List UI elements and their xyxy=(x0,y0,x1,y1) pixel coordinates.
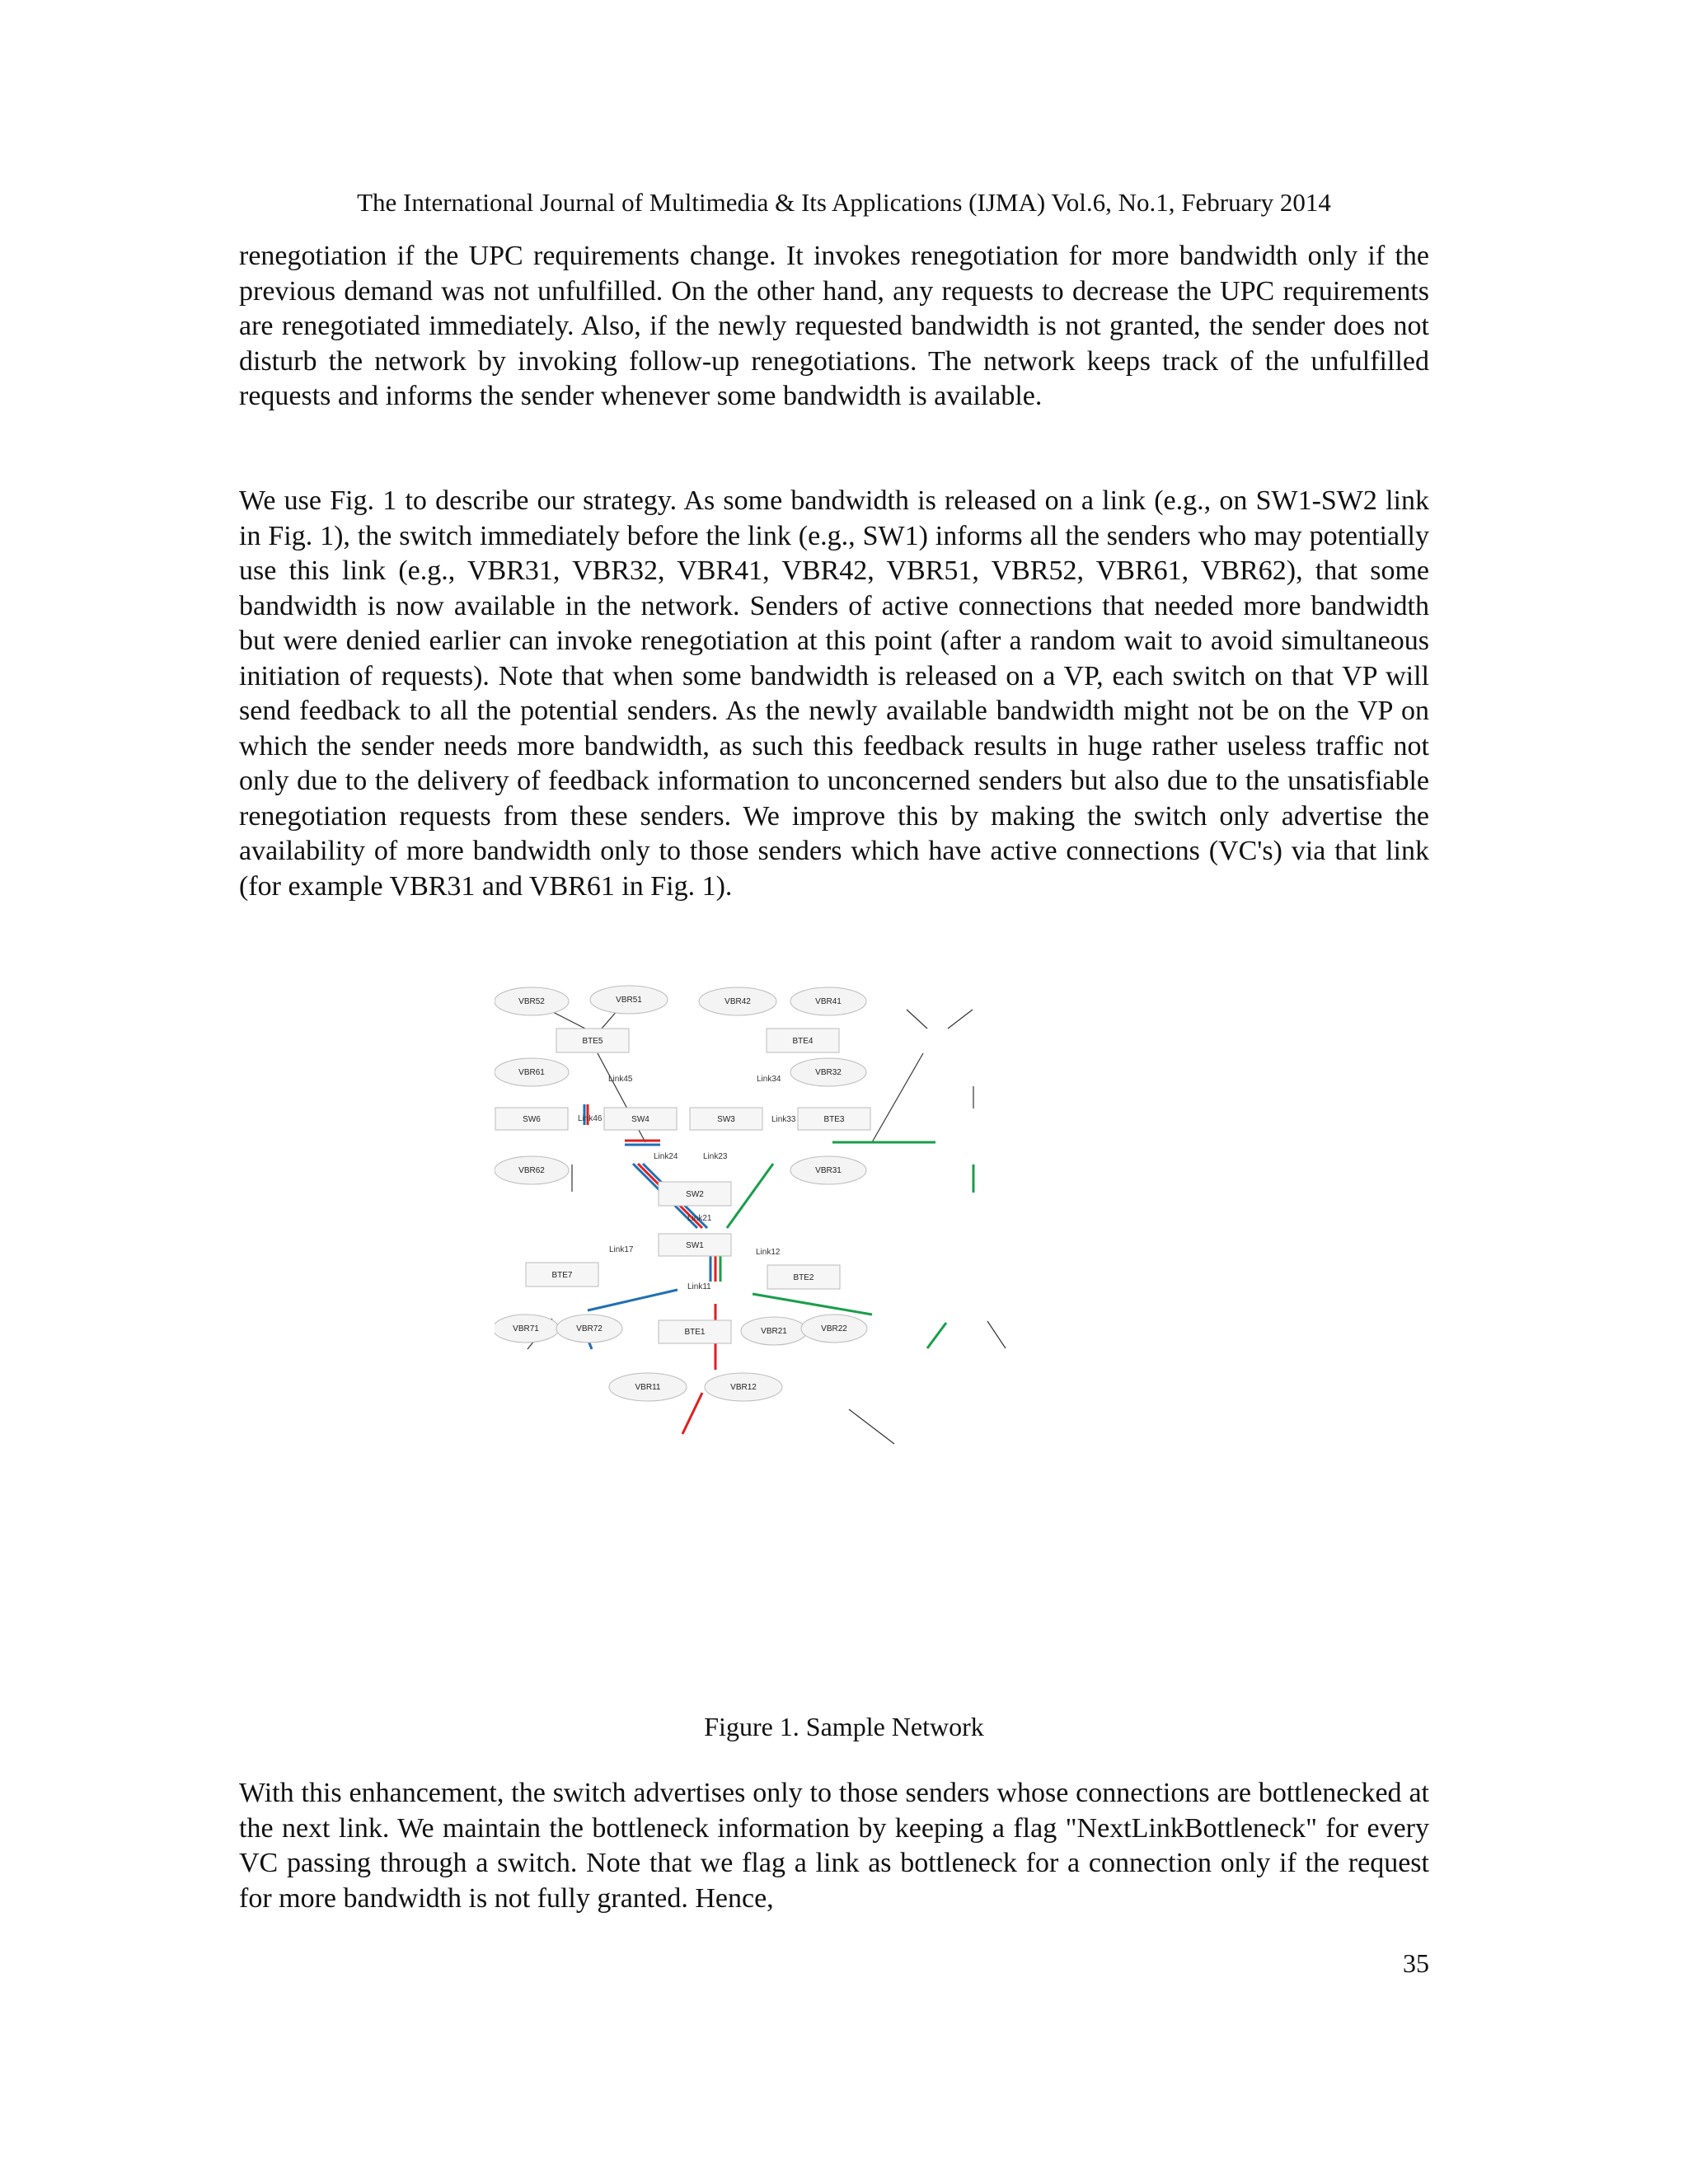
vbr12-label: VBR12 xyxy=(730,1383,757,1392)
sw4-label: SW4 xyxy=(631,1115,649,1124)
sw6-label: SW6 xyxy=(523,1115,541,1124)
link23-label: Link23 xyxy=(703,1152,728,1161)
link24-label: Link24 xyxy=(654,1152,678,1161)
network-diagram xyxy=(495,956,1170,1681)
link33-label: Link33 xyxy=(771,1115,796,1124)
bte1-label: BTE1 xyxy=(684,1328,706,1337)
vbr61-label: VBR61 xyxy=(518,1068,545,1077)
vbr52-label: VBR52 xyxy=(518,997,545,1006)
vbr21-label: VBR21 xyxy=(761,1327,787,1336)
bte5-label: BTE5 xyxy=(582,1037,603,1046)
vbr51-label: VBR51 xyxy=(616,996,642,1005)
vbr62-label: VBR62 xyxy=(518,1166,545,1175)
edge-bte4-sw3 xyxy=(872,1053,923,1142)
link45-label: Link45 xyxy=(608,1075,633,1084)
vbr32-label: VBR32 xyxy=(815,1068,842,1077)
bte4-label: BTE4 xyxy=(792,1037,814,1046)
vbr22-label: VBR22 xyxy=(821,1324,847,1333)
edge-bte1-vbr12 xyxy=(849,1409,894,1444)
edge-bte2-vbr22 xyxy=(987,1321,1006,1348)
sw3-label: SW3 xyxy=(717,1115,735,1124)
edge-vbr41-bte4 xyxy=(948,1010,973,1029)
figure-caption: Figure 1. Sample Network xyxy=(704,1712,984,1741)
vbr11-label: VBR11 xyxy=(635,1383,661,1392)
link12-label: Link12 xyxy=(756,1248,781,1257)
page-number: 35 xyxy=(1403,1948,1429,1978)
link46-label: Link46 xyxy=(578,1114,603,1123)
edge-vbr42-bte4 xyxy=(907,1010,927,1029)
paragraph-2: We use Fig. 1 to describe our strategy. As some bandwidth is released on a link (e.g., on SW1-SW2 link in Fig. 1), the switch immediately before the link (e.g., SW1) informs all the senders who may potentially use this link (e.g., VBR31, VBR32, VBR41, VBR42, VBR51, VBR52, VBR61, VBR62), that some bandwidth is now available in the network. Senders of active connections that needed more bandwidth but were denied earlier can invoke renegotiation at this point (after a random wait to avoid simultaneous initiation of requests). Note that when some bandwidth is released on a VP, each switch on that VP will send feedback to all the potential senders. As the newly available bandwidth might not be on the VP on which the sender needs more bandwidth, as such this feedback results in huge rather useless traffic not only due to the delivery of feedback information to unconcerned senders but also due to the unsatisfiable renegotiation requests from these senders. We improve this by making the switch only advertise the availability of more bandwidth only to those senders which have active connections (VC's) via that link (for example VBR31 and VBR61 in Fig. 1). xyxy=(239,485,1429,902)
link34-label: Link34 xyxy=(757,1075,781,1084)
vbr42-label: VBR42 xyxy=(724,997,751,1006)
paragraph-1: renegotiation if the UPC requirements change. It invokes renegotiation for more bandwidth only if the previous demand was not unfulfilled. On the other hand, any requests to decrease the UPC requirements are renegotiated immediately. Also, if the newly requested bandwidth is not granted, the sender does not disturb the network by invoking follow-up renegotiations. The network keeps track of the unfulfilled requests and informs the sender whenever some bandwidth is available. xyxy=(239,241,1429,411)
link11-label: Link11 xyxy=(687,1282,711,1291)
vbr31-label: VBR31 xyxy=(815,1166,842,1175)
paragraph-3: With this enhancement, the switch advertises only to those senders whose connections are bottlenecked at the next link. We maintain the bottleneck information by keeping a flag "NextLinkBottleneck" for every VC passing through a switch. Note that we flag a link as bottleneck for a connection only if the request for more bandwidth is not fully granted. Hence, xyxy=(239,1778,1429,1914)
vbr71-label: VBR71 xyxy=(513,1324,539,1333)
journal-header: The International Journal of Multimedia & Its Applications (IJMA) Vol.6, No.1, February 2014 xyxy=(357,188,1331,217)
link17-label: Link17 xyxy=(609,1245,634,1254)
bte2-label: BTE2 xyxy=(793,1273,814,1282)
vbr41-label: VBR41 xyxy=(815,997,842,1006)
sw1-label: SW1 xyxy=(686,1241,704,1250)
bte7-label: BTE7 xyxy=(551,1271,573,1280)
link21-label: Link21 xyxy=(687,1214,712,1223)
bte3-label: BTE3 xyxy=(823,1115,845,1124)
network-figure xyxy=(495,956,1170,1681)
vbr72-label: VBR72 xyxy=(576,1324,603,1333)
sw2-label: SW2 xyxy=(686,1190,704,1199)
